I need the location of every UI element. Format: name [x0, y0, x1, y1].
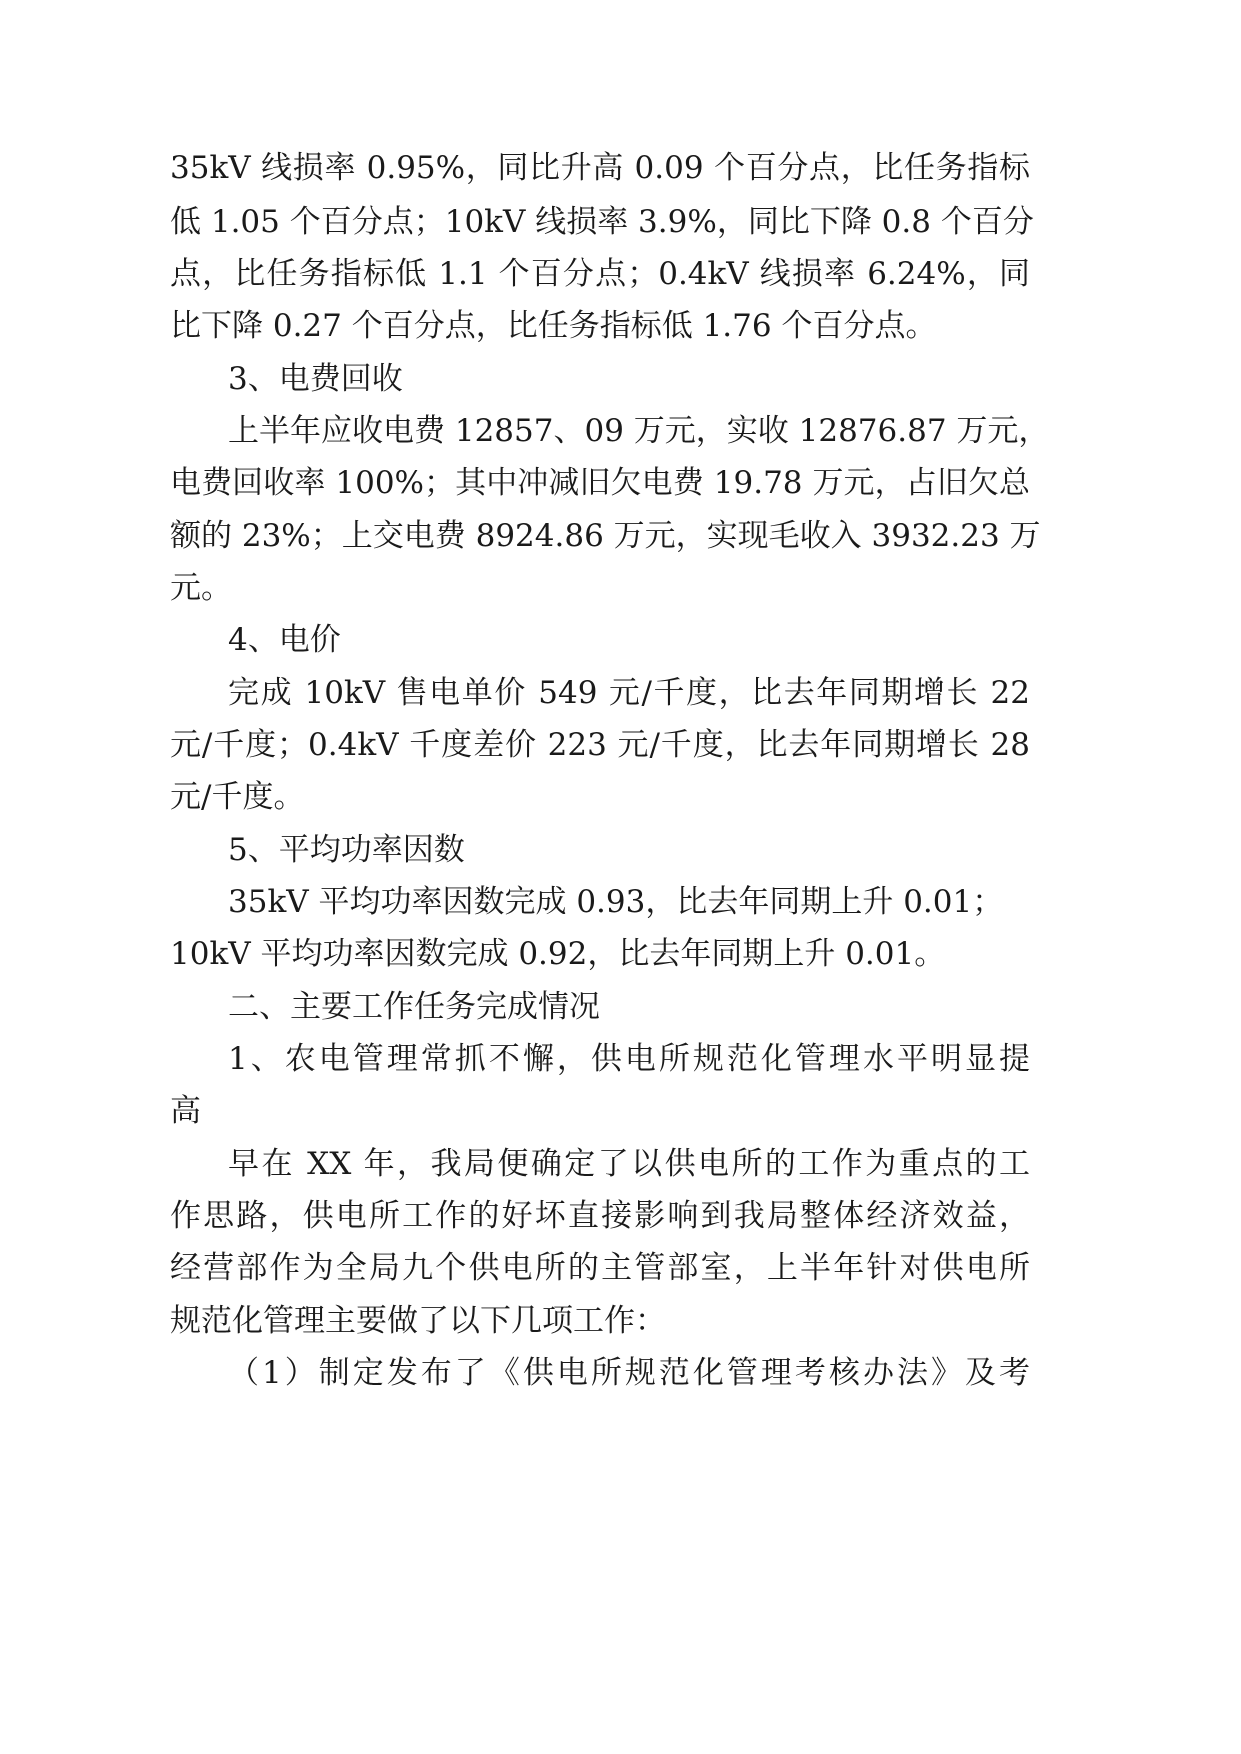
paragraph-line: 35kV 平均功率因数完成 0.93，比去年同期上升 0.01；: [228, 884, 1004, 920]
paragraph-line: 35kV 线损率 0.95%，同比升高 0.09 个百分点，比任务指标: [170, 150, 1030, 186]
paragraph-line: 元/千度。: [170, 779, 305, 815]
section-heading: 5、平均功率因数: [228, 832, 465, 868]
subsection-heading: 1、农电管理常抓不懈，供电所规范化管理水平明显提: [228, 1041, 1030, 1077]
paragraph-line: 完成 10kV 售电单价 549 元/千度，比去年同期增长 22: [228, 675, 1030, 711]
paragraph-line: 电费回收率 100%；其中冲减旧欠电费 19.78 万元，占旧欠总: [170, 465, 1030, 501]
paragraph-line: 早在 XX 年，我局便确定了以供电所的工作为重点的工: [228, 1146, 1030, 1182]
section-heading: 二、主要工作任务完成情况: [228, 989, 600, 1025]
paragraph-line: 点，比任务指标低 1.1 个百分点；0.4kV 线损率 6.24%，同: [170, 256, 1030, 292]
paragraph-line: 元/千度；0.4kV 千度差价 223 元/千度，比去年同期增长 28: [170, 727, 1030, 763]
paragraph-line: 额的 23%；上交电费 8924.86 万元，实现毛收入 3932.23 万: [170, 518, 1041, 554]
paragraph-line: 元。: [170, 570, 232, 606]
paragraph-line: 经营部作为全局九个供电所的主管部室，上半年针对供电所: [170, 1250, 1030, 1286]
paragraph-line: 上半年应收电费 12857、09 万元，实收 12876.87 万元，: [228, 413, 1050, 449]
section-heading: 3、电费回收: [228, 361, 403, 397]
paragraph-line: 10kV 平均功率因数完成 0.92，比去年同期上升 0.01。: [170, 936, 946, 972]
section-heading: 4、电价: [228, 622, 341, 658]
paragraph-line: 低 1.05 个百分点；10kV 线损率 3.9%，同比下降 0.8 个百分: [170, 204, 1034, 240]
paragraph-line: 作思路，供电所工作的好坏直接影响到我局整体经济效益，: [170, 1198, 1030, 1234]
paragraph-line: （1）制定发布了《供电所规范化管理考核办法》及考: [228, 1355, 1030, 1391]
paragraph-line: 规范化管理主要做了以下几项工作：: [170, 1303, 666, 1339]
subsection-heading: 高: [170, 1093, 201, 1129]
paragraph-line: 比下降 0.27 个百分点，比任务指标低 1.76 个百分点。: [170, 308, 937, 344]
